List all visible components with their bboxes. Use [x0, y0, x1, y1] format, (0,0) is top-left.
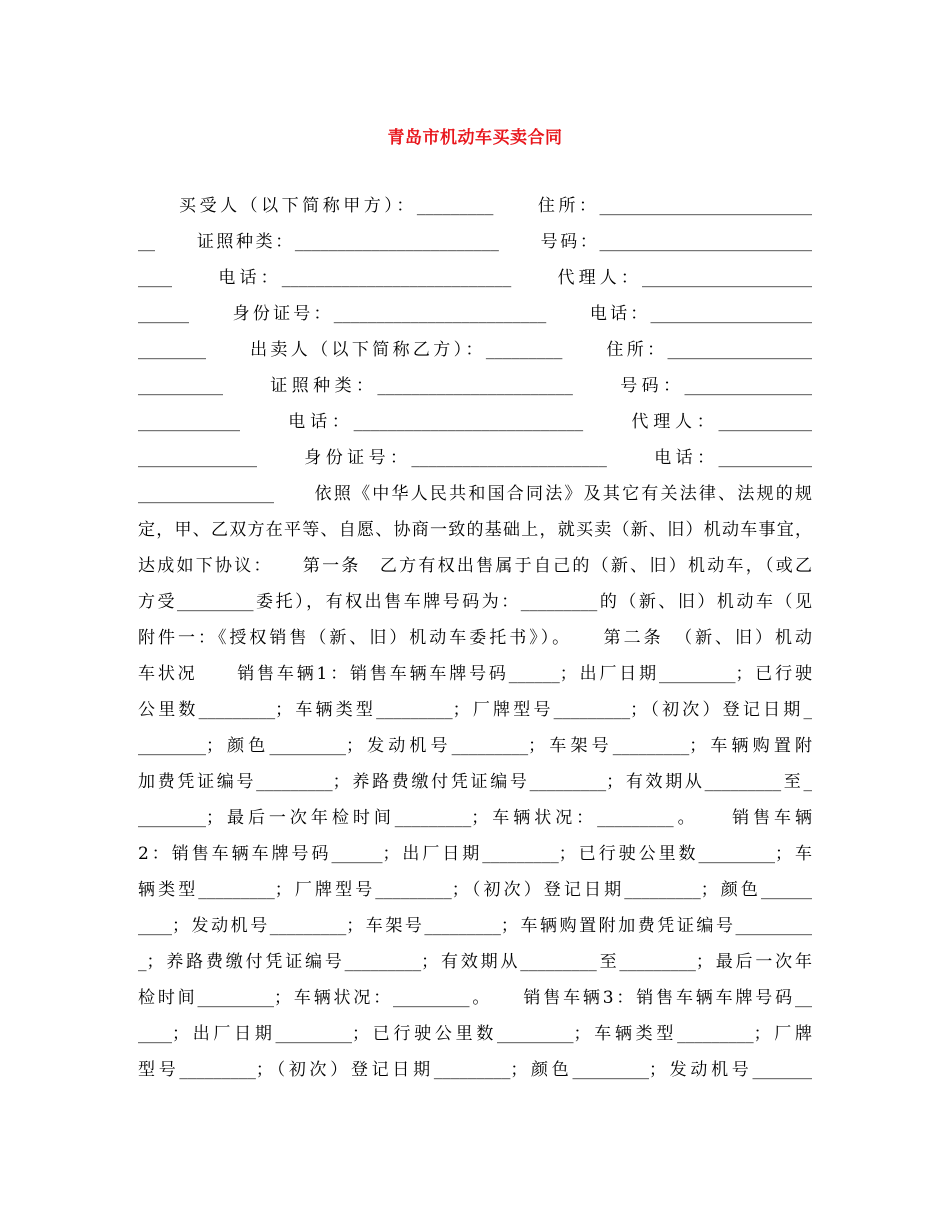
text-line: 定，甲、乙双方在平等、自愿、协商一致的基础上，就买卖（新、旧）机动车事宜，	[138, 520, 812, 540]
text-line: 达成如下协议： 第一条 乙方有权出售属于自己的（新、旧）机动车，（或乙	[138, 556, 812, 576]
text-line: ____；出厂日期_________；已行驶公里数_________；车辆类型_________；厂牌	[138, 1024, 812, 1044]
text-line: ________；颜色_________；发动机号_________；车架号_________；车辆购置附	[138, 736, 812, 756]
text-line: ____________ 电话：___________________________ 代理人：___________	[138, 412, 812, 432]
text-line: 型号_________；（初次）登记日期_________；颜色_________；发动机号_______	[138, 1060, 812, 1080]
text-line: ________ 出卖人（以下简称乙方）：_________ 住所：_________________	[138, 340, 812, 360]
document-title: 青岛市机动车买卖合同	[387, 128, 563, 148]
text-line: ________________ 依照《中华人民共和国合同法》及其它有关法律、法规的规	[138, 484, 812, 504]
text-line: 车状况 销售车辆1：销售车辆车牌号码______；出厂日期_________；已行驶	[138, 664, 812, 684]
text-line: ________；最后一次年检时间_________；车辆状况：_________。 销售车辆	[138, 808, 812, 828]
text-line: 买受人（以下简称甲方）：_________ 住所：_________________________	[138, 196, 812, 216]
text-line: _；养路费缴付凭证编号_________；有效期从_________至_________；最后一次年	[138, 952, 812, 972]
text-line: 加费凭证编号_________；养路费缴付凭证编号_________；有效期从_________至_	[138, 772, 812, 792]
text-line: 附件一：《授权销售（新、旧）机动车委托书》）。 第二条 （新、旧）机动	[138, 628, 812, 648]
text-line: ______ 身份证号：_________________________ 电话：___________________	[138, 304, 812, 324]
text-line: 检时间_________；车辆状况：_________。 销售车辆3：销售车辆车牌号码__	[138, 988, 812, 1008]
text-line: ____ 电话：___________________________ 代理人：____________________	[138, 268, 812, 288]
text-line: 辆类型_________；厂牌型号_________；（初次）登记日期_________；颜色______	[138, 880, 812, 900]
text-line: 公里数_________；车辆类型_________；厂牌型号_________；（初次）登记日期_	[138, 700, 812, 720]
text-line: __ 证照种类：________________________ 号码：_________________________	[138, 232, 812, 252]
text-line: ____；发动机号_________；车架号_________；车辆购置附加费凭证编号_________	[138, 916, 812, 936]
text-line: __________ 证照种类：_______________________ 号码：_______________	[138, 376, 812, 396]
text-line: 方受_________委托），有权出售车牌号码为：_________的（新、旧）机动车（见	[138, 592, 812, 612]
text-line: 2：销售车辆车牌号码______；出厂日期_________；已行驶公里数_________；车	[138, 844, 812, 864]
text-line: ______________ 身份证号：_______________________ 电话：___________	[138, 448, 812, 468]
